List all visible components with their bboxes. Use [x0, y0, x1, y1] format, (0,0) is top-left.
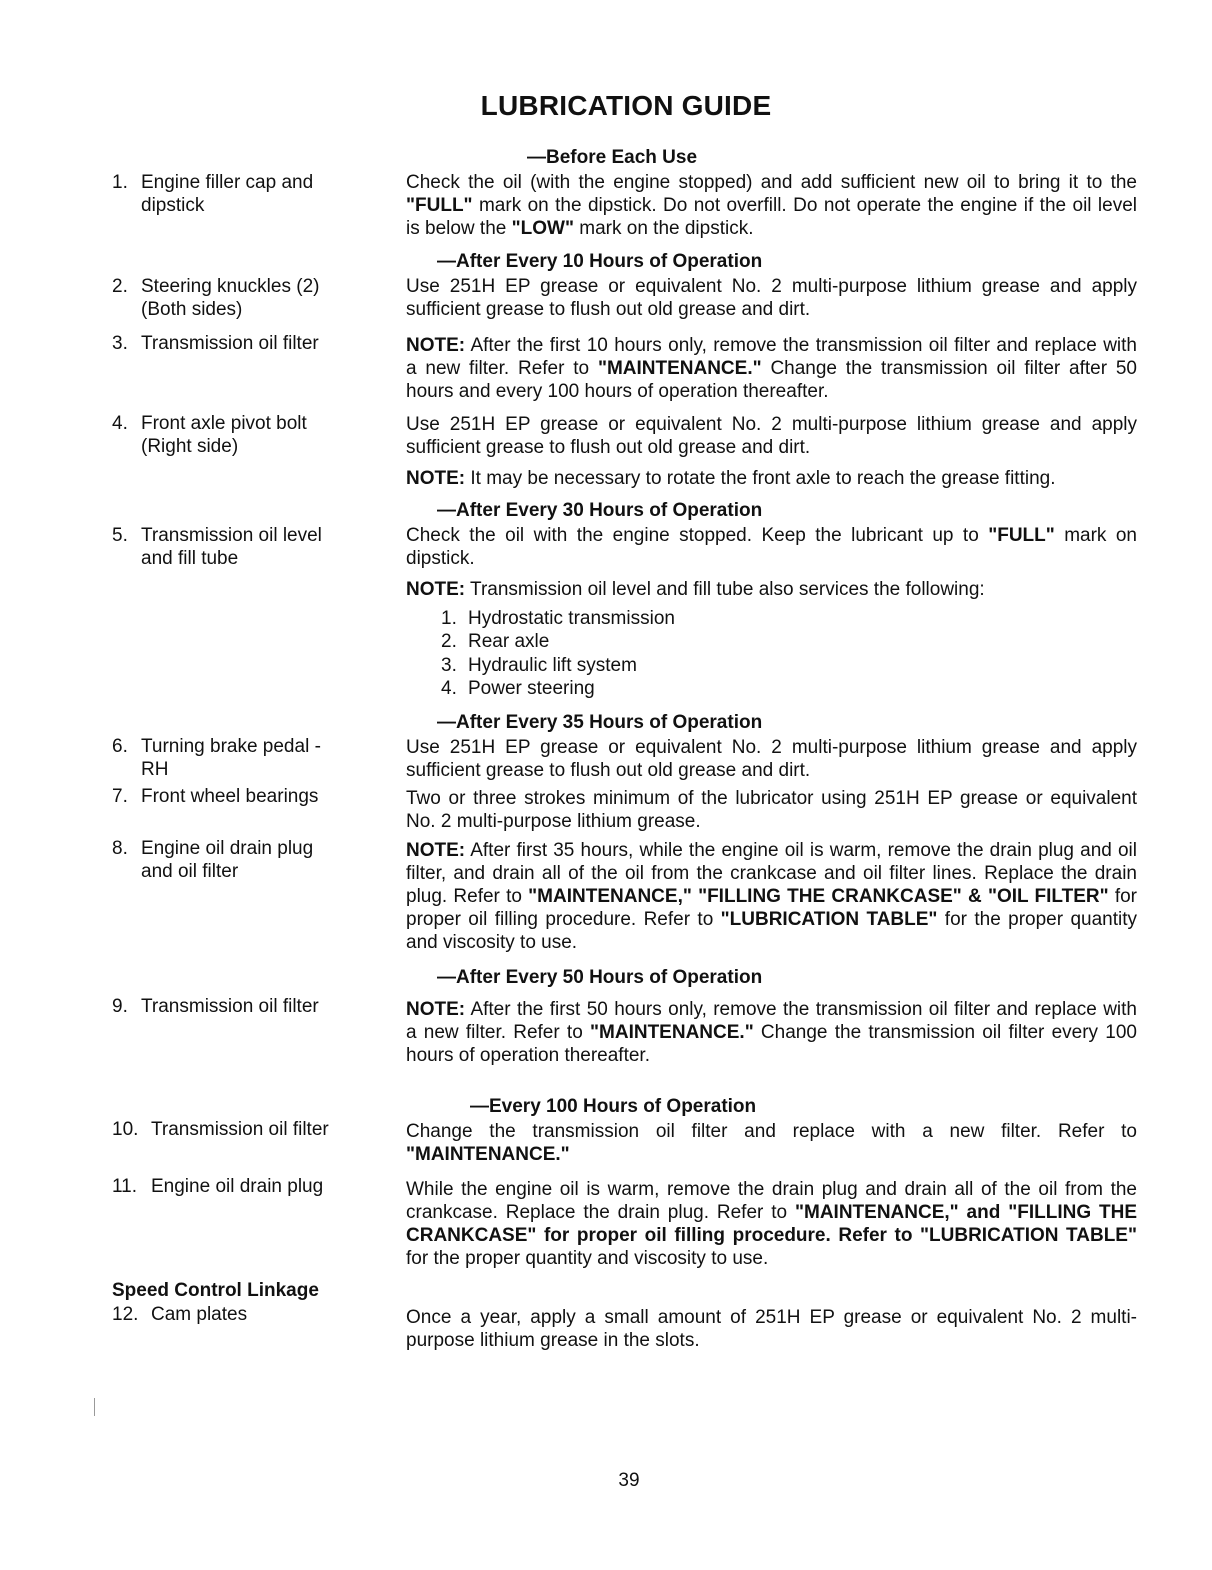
heading-10-hours: —After Every 10 Hours of Operation	[437, 251, 763, 272]
item-10: 10. Transmission oil filter	[112, 1119, 329, 1140]
item-label: Engine filler cap and	[141, 172, 314, 193]
heading-35-hours: —After Every 35 Hours of Operation	[437, 712, 763, 733]
item-4: 4. Front axle pivot bolt (Right side)	[112, 413, 307, 457]
item-2: 2. Steering knuckles (2) (Both sides)	[112, 276, 320, 320]
item-12: 12. Cam plates	[112, 1304, 248, 1325]
item-1	[112, 171, 382, 217]
item-8: 8. Engine oil drain plug and oil filter	[112, 838, 314, 882]
instruction-5: Check the oil with the engine stopped. Keep the lubricant up to "FULL" mark on dipstick.	[406, 525, 1137, 569]
heading-50-hours: —After Every 50 Hours of Operation	[437, 967, 763, 988]
scan-mark	[94, 1398, 95, 1416]
instruction-6: Use 251H EP grease or equivalent No. 2 multi-purpose lithium grease and apply sufficient grease to flush out old grease and dirt.	[406, 737, 1137, 781]
heading-speed-control: Speed Control Linkage	[112, 1280, 319, 1301]
list-item: 1. Hydrostatic transmission	[441, 608, 675, 629]
list-item: 3. Hydraulic lift system	[441, 654, 637, 676]
heading-before-each-use: —Before Each Use	[527, 147, 698, 168]
item-3: 3. Transmission oil filter	[112, 333, 319, 354]
note-5: NOTE: Transmission oil level and fill tube also services the following:	[406, 579, 985, 600]
item-number: 1.	[112, 172, 128, 193]
instruction-3: NOTE: After the first 10 hours only, remove the transmission oil filter and replace with a new filter. Refer to "MAINTENANCE." Change the transmission oil filter after 50 hours and every 100 hours of operation thereafter.	[406, 335, 1137, 402]
instruction-9: NOTE: After the first 50 hours only, remove the transmission oil filter and replace with a new filter. Refer to "MAINTENANCE." Change the transmission oil filter every 100 hours of operation thereafter.	[406, 999, 1137, 1066]
list-item: 4. Power steering	[441, 677, 595, 699]
instruction-2: Use 251H EP grease or equivalent No. 2 multi-purpose lithium grease and apply sufficient grease to flush out old grease and dirt.	[406, 276, 1137, 320]
page-title: LUBRICATION GUIDE	[480, 90, 772, 121]
heading-30-hours: —After Every 30 Hours of Operation	[437, 500, 763, 521]
page-number: 39	[618, 1470, 640, 1491]
item-11: 11. Engine oil drain plug	[112, 1176, 324, 1197]
services-list	[441, 607, 675, 700]
instruction-1: Check the oil (with the engine stopped) and add sufficient new oil to bring it to the "FULL" mark on the dipstick. Do not overfill. Do not operate the engine if the oil level is below the "LOW" mark on the dipstick.	[406, 172, 1137, 239]
item-9: 9. Transmission oil filter	[112, 996, 319, 1017]
item-5: 5. Transmission oil level and fill tube	[112, 525, 322, 569]
note-4: NOTE: It may be necessary to rotate the front axle to reach the grease fitting.	[406, 468, 1056, 489]
list-item: 2. Rear axle	[441, 631, 550, 653]
item-7: 7. Front wheel bearings	[112, 786, 319, 807]
instruction-4: Use 251H EP grease or equivalent No. 2 multi-purpose lithium grease and apply sufficient grease to flush out old grease and dirt.	[406, 414, 1137, 458]
instruction-7: Two or three strokes minimum of the lubricator using 251H EP grease or equivalent No. 2 multi-purpose lithium grease.	[406, 788, 1137, 832]
heading-100-hours: —Every 100 Hours of Operation	[470, 1096, 757, 1117]
item-6: 6. Turning brake pedal - RH	[112, 736, 321, 780]
instruction-11: While the engine oil is warm, remove the drain plug and drain all of the oil from the crankcase. Replace the drain plug. Refer to "MAINTENANCE," and "FILLING THE CRANKCASE" for proper oil filling procedure. Refer to "LUBRICATION TABLE" for the proper quantity and viscosity to use.	[406, 1179, 1137, 1269]
instruction-10: Change the transmission oil filter and replace with a new filter. Refer to "MAINTENANCE."	[406, 1121, 1137, 1165]
instruction-8: NOTE: After first 35 hours, while the engine oil is warm, remove the drain plug and oil filter, and drain all of the oil from the crankcase and oil filter lines. Replace the drain plug. Refer to "MAINTENANCE," "FILLING THE CRANKCASE" & "OIL FILTER" for proper oil filling procedure. Refer to "LUBRICATION TABLE" for the proper quantity and viscosity to use.	[406, 840, 1138, 953]
instruction-12: Once a year, apply a small amount of 251H EP grease or equivalent No. 2 multi-purpose lithium grease in the slots.	[406, 1307, 1137, 1351]
item-label: dipstick	[141, 195, 205, 216]
